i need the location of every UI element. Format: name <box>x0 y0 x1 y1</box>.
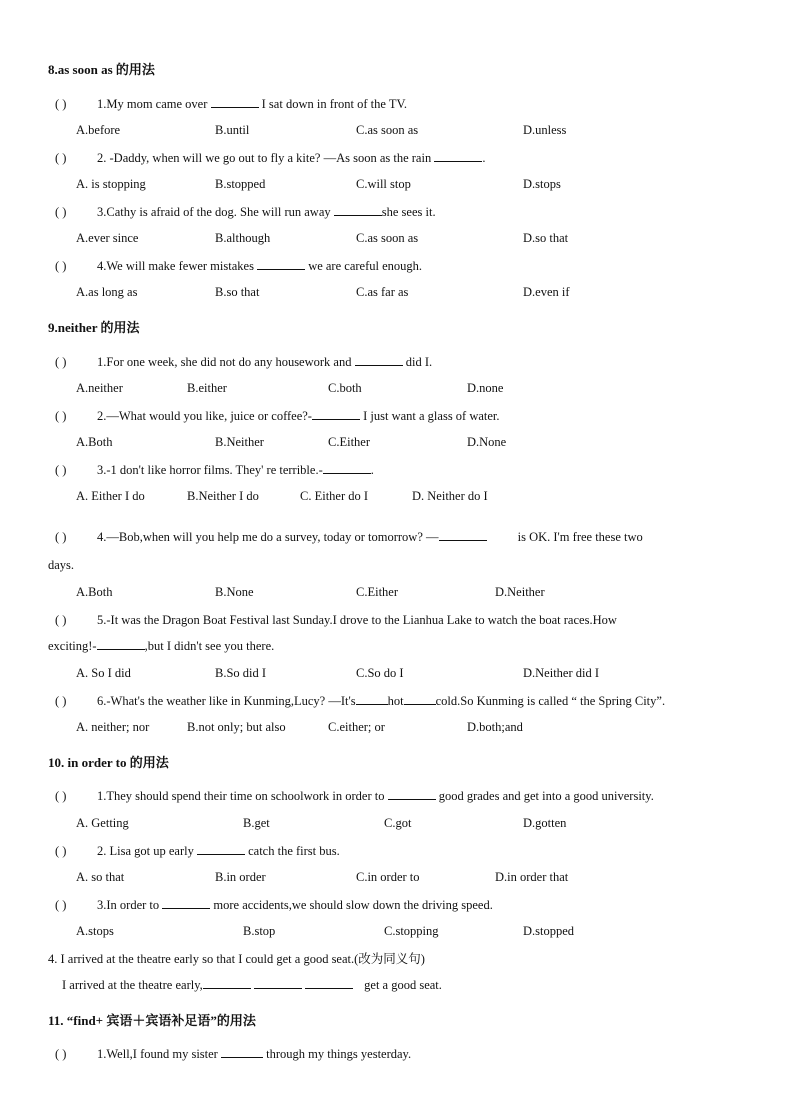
s9-q1-option-a[interactable]: A.neither <box>76 381 123 395</box>
s9-q4-option-a[interactable]: A.Both <box>76 585 113 599</box>
s8-q2: ( ) 2. -Daddy, when will we go out to fly a kite? —As soon as the rain . <box>55 151 486 165</box>
s10-q3: ( ) 3.In order to more accidents,we should slow down the driving speed. <box>55 898 493 912</box>
s8-q1-option-c[interactable]: C.as soon as <box>356 123 419 137</box>
answer-blank[interactable] <box>404 693 436 705</box>
answer-paren[interactable]: ( ) <box>55 355 67 369</box>
s9-q1-option-d[interactable]: D.none <box>467 381 504 395</box>
s10-q4: 4. I arrived at the theatre early so that I could get a good seat.(改为同义句) <box>48 952 425 966</box>
section-8-heading: 8.as soon as 的用法 <box>48 62 155 77</box>
s9-q3-option-c[interactable]: C. Either do I <box>300 489 369 503</box>
answer-blank[interactable] <box>439 529 487 541</box>
s10-q1-option-d[interactable]: D.gotten <box>523 816 567 830</box>
s9-q2-option-c[interactable]: C.Either <box>328 435 371 449</box>
answer-blank[interactable] <box>203 977 251 989</box>
s10-q2: ( ) 2. Lisa got up early catch the first bus. <box>55 844 340 858</box>
answer-paren[interactable]: ( ) <box>55 530 67 544</box>
answer-paren[interactable]: ( ) <box>55 97 67 111</box>
s9-q2: ( ) 2.—What would you like, juice or coffee?- I just want a glass of water. <box>55 409 500 423</box>
answer-blank[interactable] <box>323 462 371 474</box>
s10-q3-option-c[interactable]: C.stopping <box>384 924 439 938</box>
answer-blank[interactable] <box>221 1046 263 1058</box>
s9-q4-continuation: days. <box>48 558 75 572</box>
s9-q4-option-c[interactable]: C.Either <box>356 585 399 599</box>
s8-q3-option-d[interactable]: D.so that <box>523 231 569 245</box>
s9-q2-option-a[interactable]: A.Both <box>76 435 113 449</box>
s9-q4-option-d[interactable]: D.Neither <box>495 585 545 599</box>
s10-q2-option-a[interactable]: A. so that <box>76 870 125 884</box>
answer-blank[interactable] <box>312 408 360 420</box>
answer-blank[interactable] <box>197 843 245 855</box>
s9-q5-option-b[interactable]: B.So did I <box>215 666 267 680</box>
answer-blank[interactable] <box>334 204 382 216</box>
answer-paren[interactable]: ( ) <box>55 151 67 165</box>
s8-q2-option-d[interactable]: D.stops <box>523 177 561 191</box>
answer-paren[interactable]: ( ) <box>55 694 67 708</box>
s8-q1-option-a[interactable]: A.before <box>76 123 121 137</box>
s8-q4: ( ) 4.We will make fewer mistakes we are careful enough. <box>55 259 423 273</box>
s8-q4-option-d[interactable]: D.even if <box>523 285 570 299</box>
answer-blank[interactable] <box>211 96 259 108</box>
answer-paren[interactable]: ( ) <box>55 613 67 627</box>
s8-q4-option-c[interactable]: C.as far as <box>356 285 409 299</box>
answer-paren[interactable]: ( ) <box>55 463 67 477</box>
answer-paren[interactable]: ( ) <box>55 789 67 803</box>
answer-blank[interactable] <box>254 977 302 989</box>
s10-q1-option-a[interactable]: A. Getting <box>76 816 129 830</box>
s10-q1-option-c[interactable]: C.got <box>384 816 412 830</box>
s9-q2-option-d[interactable]: D.None <box>467 435 507 449</box>
answer-blank[interactable] <box>305 977 353 989</box>
s10-q3-option-a[interactable]: A.stops <box>76 924 114 938</box>
s11-q1: ( ) 1.Well,I found my sister through my things yesterday. <box>55 1047 412 1061</box>
s8-q1-option-d[interactable]: D.unless <box>523 123 567 137</box>
s10-q2-option-d[interactable]: D.in order that <box>495 870 569 884</box>
s10-q2-option-c[interactable]: C.in order to <box>356 870 420 884</box>
s9-q1: ( ) 1.For one week, she did not do any housework and did I. <box>55 355 433 369</box>
answer-blank[interactable] <box>355 354 403 366</box>
s9-q4: ( ) 4.—Bob,when will you help me do a survey, today or tomorrow? — is OK. I'm free these two <box>55 530 643 544</box>
section-9-heading: 9.neither 的用法 <box>48 320 140 335</box>
answer-blank[interactable] <box>356 693 388 705</box>
s10-q3-option-d[interactable]: D.stopped <box>523 924 575 938</box>
s9-q3: ( ) 3.-1 don't like horror films. They' re terrible.- . <box>55 463 374 477</box>
section-10-heading: 10. in order to 的用法 <box>48 755 169 770</box>
s9-q5: ( ) 5.-It was the Dragon Boat Festival last Sunday.I drove to the Lianhua Lake to watch the boat races.How <box>55 613 617 627</box>
s8-q2-option-b[interactable]: B.stopped <box>215 177 266 191</box>
s8-q3-option-c[interactable]: C.as soon as <box>356 231 419 245</box>
s10-q3-option-b[interactable]: B.stop <box>243 924 276 938</box>
answer-blank[interactable] <box>257 258 305 270</box>
answer-blank[interactable] <box>434 150 482 162</box>
answer-blank[interactable] <box>162 897 210 909</box>
s8-q1: ( ) 1.My mom came over I sat down in front of the TV. <box>55 97 407 111</box>
s9-q1-option-c[interactable]: C.both <box>328 381 362 395</box>
s8-q4-option-b[interactable]: B.so that <box>215 285 260 299</box>
s9-q6-option-d[interactable]: D.both;and <box>467 720 523 734</box>
s8-q2-option-a[interactable]: A. is stopping <box>76 177 146 191</box>
section-11-heading: 11. “find+ 宾语＋宾语补足语”的用法 <box>48 1013 256 1028</box>
s10-q2-option-b[interactable]: B.in order <box>215 870 266 884</box>
s8-q4-option-a[interactable]: A.as long as <box>76 285 138 299</box>
s8-q1-option-b[interactable]: B.until <box>215 123 250 137</box>
answer-paren[interactable]: ( ) <box>55 259 67 273</box>
s9-q3-option-b[interactable]: B.Neither I do <box>187 489 259 503</box>
s9-q5-option-d[interactable]: D.Neither did I <box>523 666 600 680</box>
answer-paren[interactable]: ( ) <box>55 898 67 912</box>
s9-q1-option-b[interactable]: B.either <box>187 381 227 395</box>
s9-q5-option-c[interactable]: C.So do I <box>356 666 404 680</box>
answer-paren[interactable]: ( ) <box>55 844 67 858</box>
s8-q2-option-c[interactable]: C.will stop <box>356 177 411 191</box>
s9-q6: ( ) 6.-What's the weather like in Kunming,Lucy? —It's hot cold.So Kunming is called “ the Spring City”. <box>55 694 666 708</box>
answer-paren[interactable]: ( ) <box>55 205 67 219</box>
answer-blank[interactable] <box>97 638 145 650</box>
s9-q5-continuation: exciting!- ,but I didn't see you there. <box>48 639 275 653</box>
s9-q6-option-b[interactable]: B.not only; but also <box>187 720 286 734</box>
s10-q1-option-b[interactable]: B.get <box>243 816 270 830</box>
answer-paren[interactable]: ( ) <box>55 409 67 423</box>
s9-q5-option-a[interactable]: A. So I did <box>76 666 131 680</box>
answer-paren[interactable]: ( ) <box>55 1047 67 1061</box>
s9-q3-option-d[interactable]: D. Neither do I <box>412 489 488 503</box>
s9-q6-option-a[interactable]: A. neither; nor <box>76 720 150 734</box>
s9-q3-option-a[interactable]: A. Either I do <box>76 489 145 503</box>
s9-q2-option-b[interactable]: B.Neither <box>215 435 264 449</box>
s9-q6-option-c[interactable]: C.either; or <box>328 720 385 734</box>
s10-q4-rewrite: I arrived at the theatre early, get a good seat. <box>62 978 442 992</box>
s8-q3-option-a[interactable]: A.ever since <box>76 231 139 245</box>
answer-blank[interactable] <box>388 788 436 800</box>
s9-q4-option-b[interactable]: B.None <box>215 585 254 599</box>
s8-q3-option-b[interactable]: B.although <box>215 231 271 245</box>
s8-q3: ( ) 3.Cathy is afraid of the dog. She will run away she sees it. <box>55 205 436 219</box>
s10-q1: ( ) 1.They should spend their time on schoolwork in order to good grades and get into a good university. <box>55 789 654 803</box>
